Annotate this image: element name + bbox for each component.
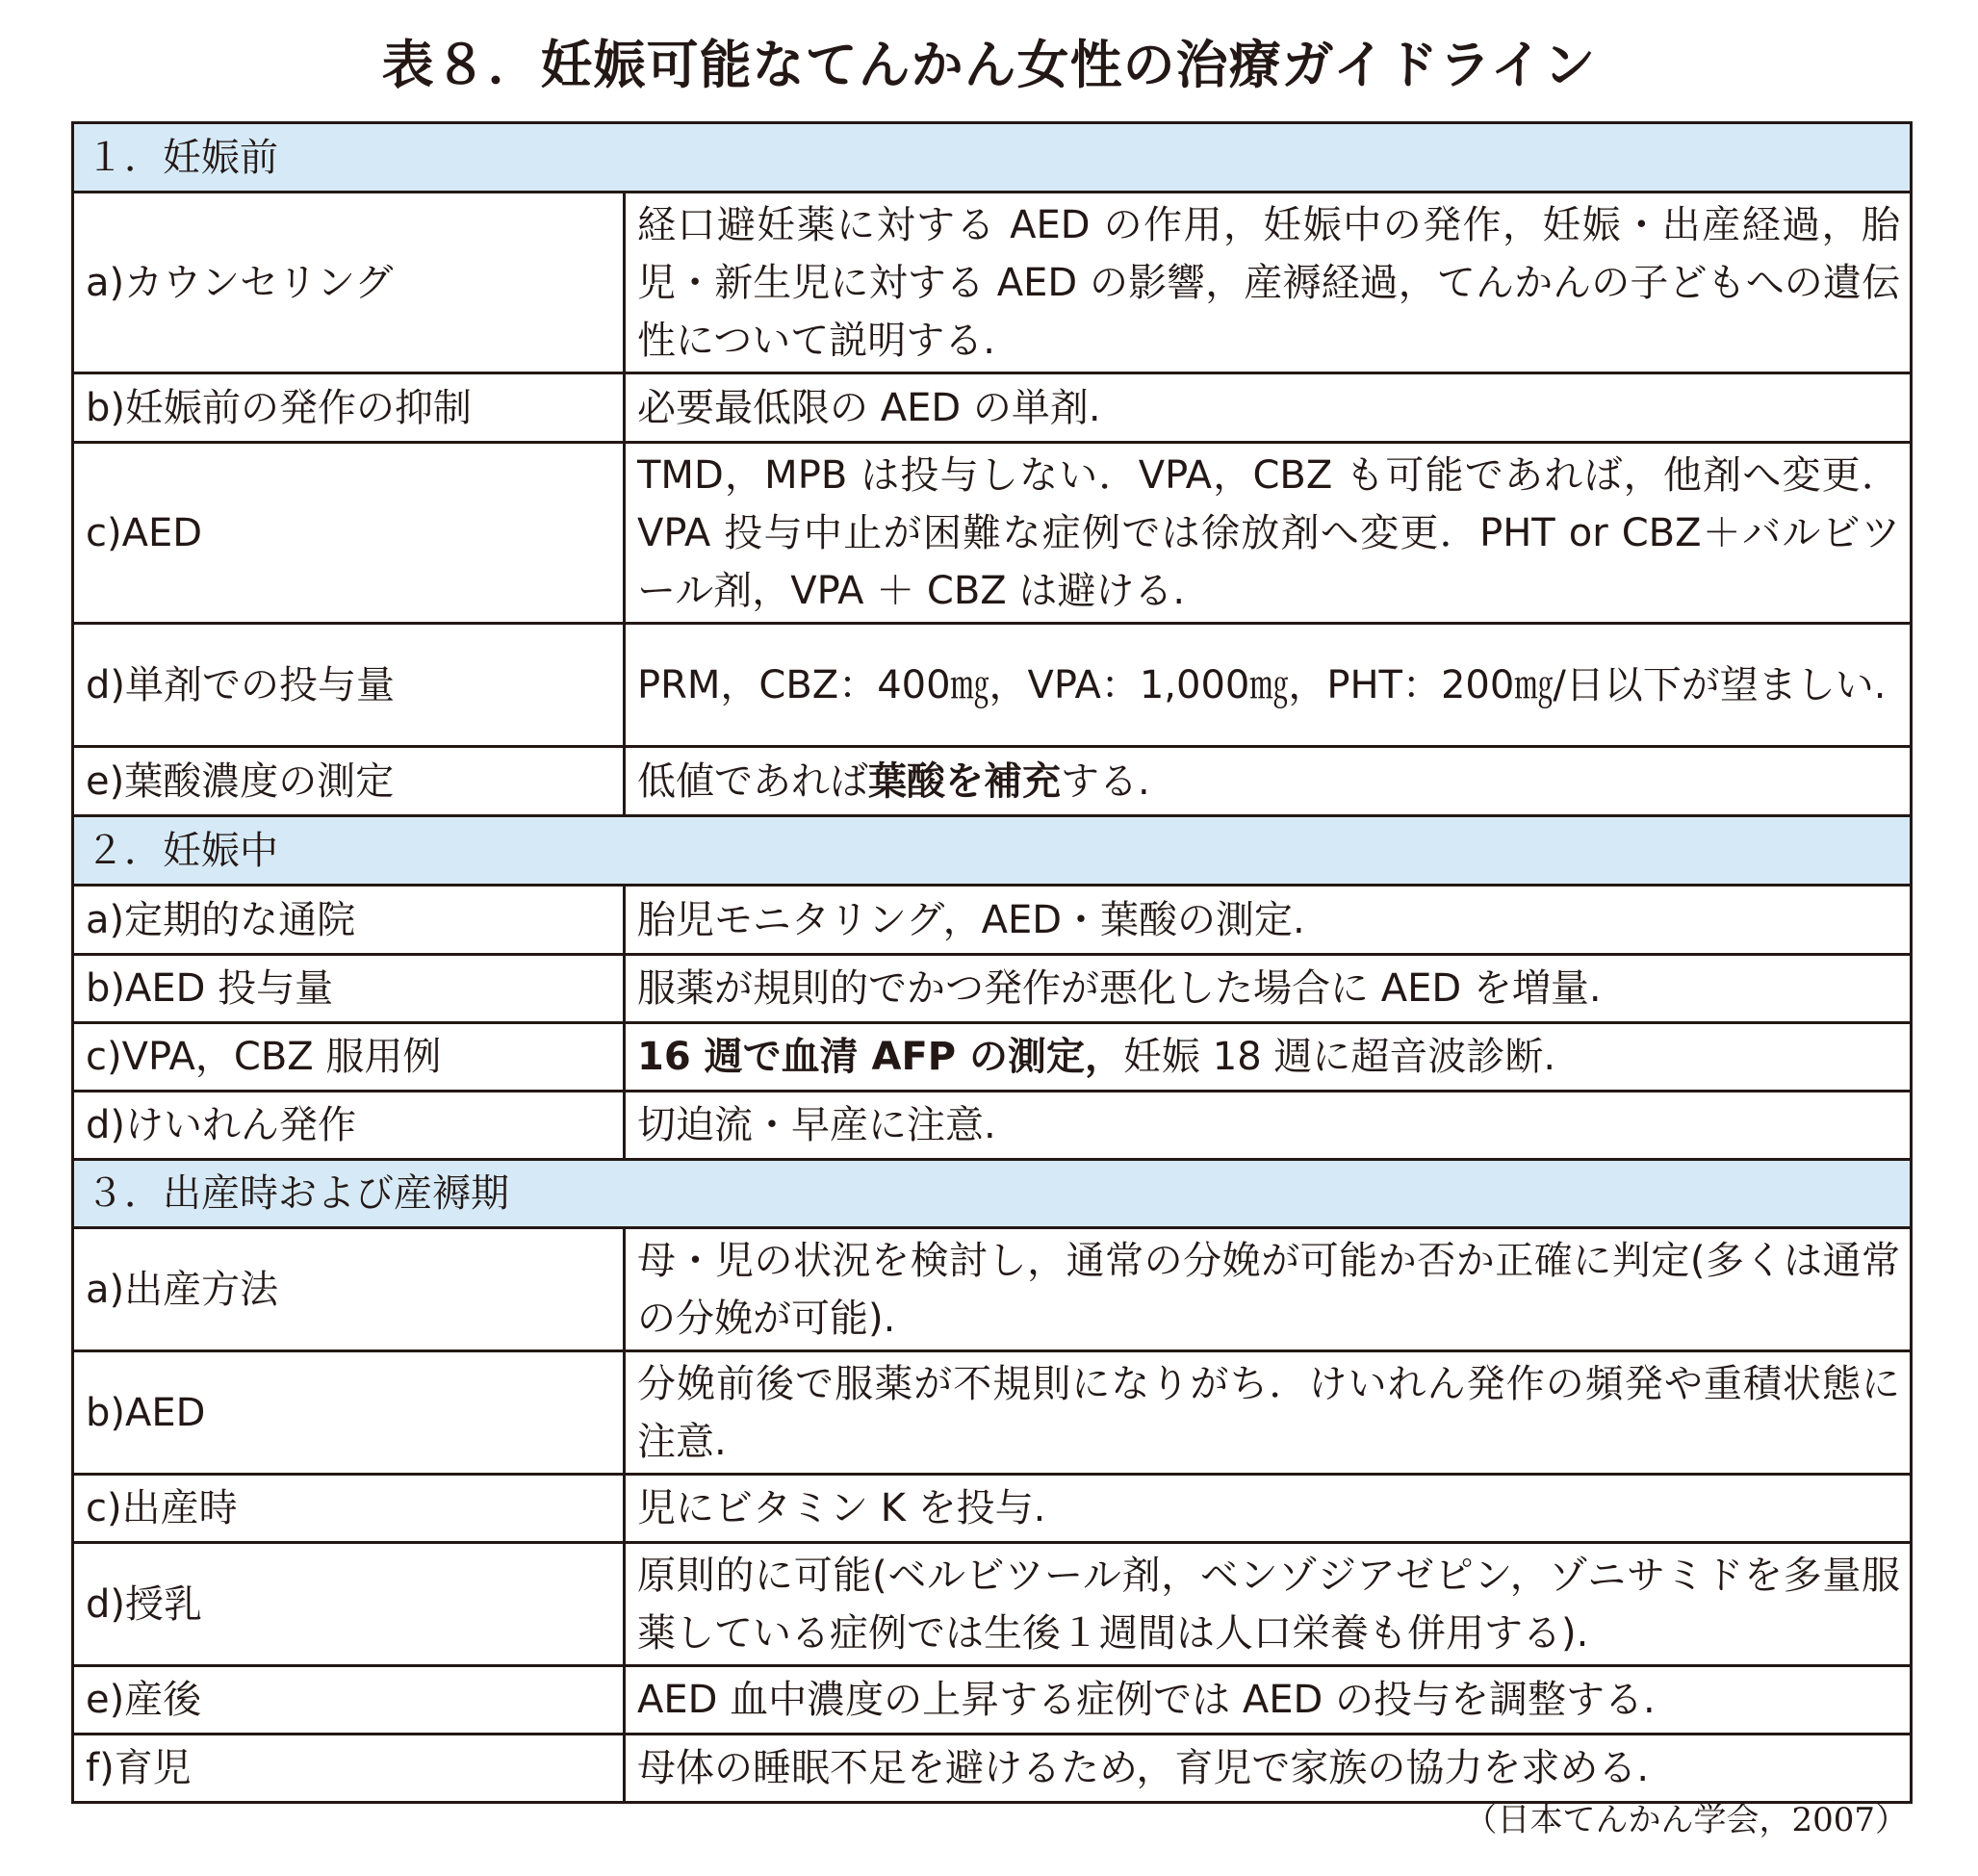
table-row [73,955,1912,1023]
table-row [73,193,1912,373]
row-label: c)出産時 [73,1475,625,1543]
section-heading-pre-pregnancy: １．妊娠前 [73,123,1912,193]
row-label: f)育児 [73,1735,625,1803]
table-row [73,1475,1912,1543]
row-description: 経口避妊薬に対する AED の作用，妊娠中の発作，妊娠・出産経過，胎児・新生児に対する AED の影響，産褥経過，てんかんの子どもへの遺伝性について説明する. [625,193,1912,373]
row-label: a)出産方法 [73,1228,625,1351]
row-description: 原則的に可能(ベルビツール剤，ベンゾジアゼピン，ゾニサミドを多量服薬している症例では生後１週間は人口栄養も併用する). [625,1543,1912,1666]
row-description: 服薬が規則的でかつ発作が悪化した場合に AED を増量. [625,955,1912,1023]
table-row [73,1092,1912,1160]
table-title: 表８．妊娠可能なてんかん女性の治療ガイドライン [381,35,1597,95]
table-row [73,1023,1912,1092]
row-description: 児にビタミン K を投与. [625,1475,1912,1543]
guideline-table [71,121,1913,1804]
row-label: e)葉酸濃度の測定 [73,747,625,816]
row-label: b)妊娠前の発作の抑制 [73,373,625,443]
row-description: TMD，MPB は投与しない．VPA，CBZ も可能であれば，他剤へ変更．VPA 投与中止が困難な症例では徐放剤へ変更．PHT or CBZ＋バルビツール剤，VPA ＋ CBZ は避ける. [625,443,1912,624]
table-row [73,1543,1912,1666]
table-row [73,1666,1912,1735]
desc-emphasis: 葉酸を補充 [868,758,1061,804]
table-row [73,747,1912,816]
row-label: c)VPA，CBZ 服用例 [73,1023,625,1092]
row-label: b)AED [73,1351,625,1475]
table-row [73,443,1912,624]
source-citation: （日本てんかん学会，2007） [1464,1801,1908,1839]
row-description [625,1023,1912,1092]
section-row-delivery-postpartum [73,1160,1912,1228]
row-description: 必要最低限の AED の単剤. [625,373,1912,443]
row-label: d)単剤での投与量 [73,624,625,747]
desc-emphasis: 16 週で血清 AFP の測定， [637,1035,1124,1079]
row-label: e)産後 [73,1666,625,1735]
row-description: 切迫流・早産に注意. [625,1092,1912,1160]
desc-text: 妊娠 18 週に超音波診断. [1123,1035,1556,1079]
row-description: 分娩前後で服薬が不規則になりがち．けいれん発作の頻発や重積状態に注意. [625,1351,1912,1475]
row-label: d)けいれん発作 [73,1092,625,1160]
row-description: PRM，CBZ：400㎎，VPA：1,000㎎，PHT：200㎎/日以下が望ましい. [625,624,1912,747]
row-description: AED 血中濃度の上昇する症例では AED の投与を調整する. [625,1666,1912,1735]
row-description: 胎児モニタリング，AED・葉酸の測定. [625,886,1912,955]
row-description: 母・児の状況を検討し，通常の分娩が可能か否か正確に判定(多くは通常の分娩が可能). [625,1228,1912,1351]
table-row [73,1228,1912,1351]
row-label: a)カウンセリング [73,193,625,373]
row-description: 母体の睡眠不足を避けるため，育児で家族の協力を求める. [625,1735,1912,1803]
row-label: b)AED 投与量 [73,955,625,1023]
table-row [73,624,1912,747]
section-row-pregnancy [73,816,1912,886]
section-heading-delivery-postpartum: ３．出産時および産褥期 [73,1160,1912,1228]
row-label: a)定期的な通院 [73,886,625,955]
desc-text: 低値であれば [637,758,868,804]
desc-text: する. [1061,758,1150,804]
row-label: c)AED [73,443,625,624]
table-row [73,1351,1912,1475]
section-heading-pregnancy: ２．妊娠中 [73,816,1912,886]
table-row [73,886,1912,955]
table-row [73,1735,1912,1803]
table-row [73,373,1912,443]
section-row-pre-pregnancy [73,123,1912,193]
row-label: d)授乳 [73,1543,625,1666]
row-description [625,747,1912,816]
